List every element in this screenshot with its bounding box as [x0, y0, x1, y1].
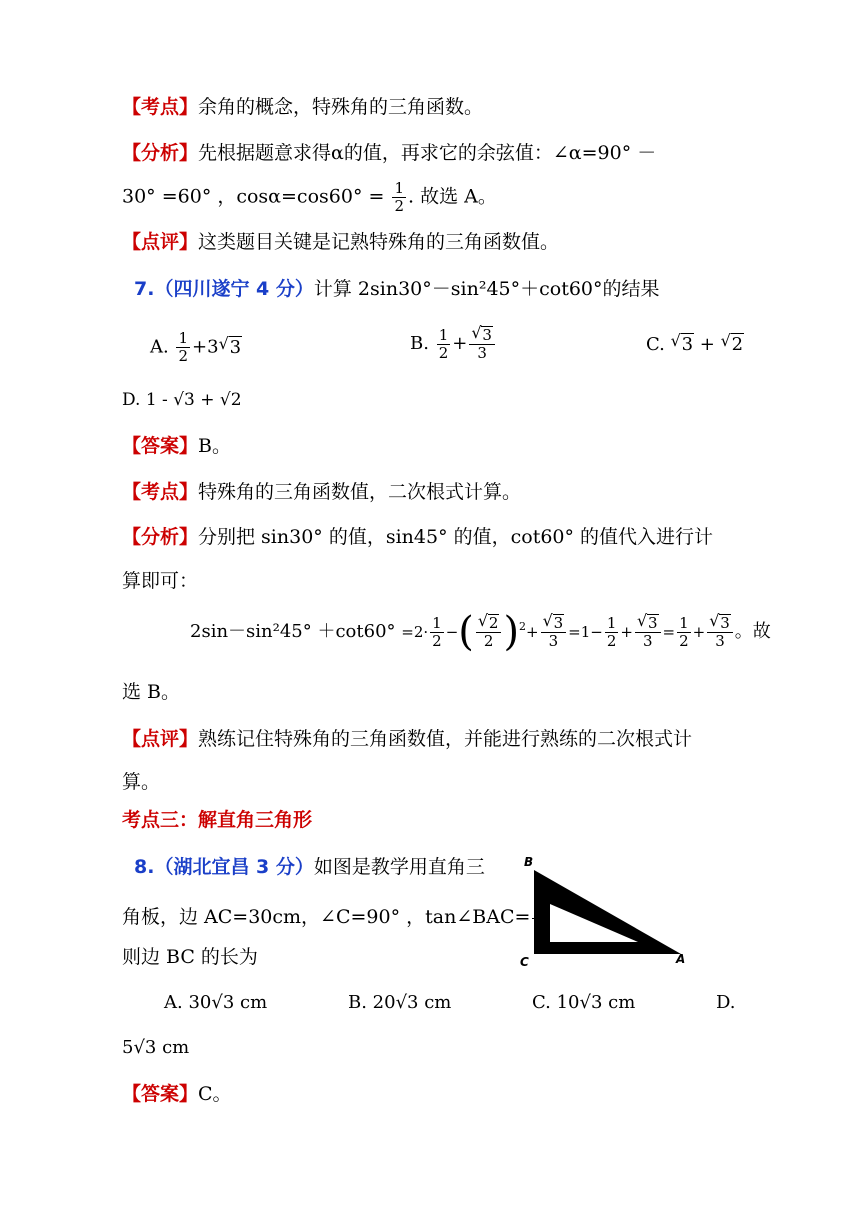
q8-text2: 角板，边 AC=30cm，∠C=90° ，tan∠BAC=: [122, 906, 531, 928]
text-answer: B。: [198, 435, 231, 457]
q8-option-d-label: D.: [716, 992, 736, 1013]
label-c: C: [520, 955, 529, 967]
section-heading: [122, 808, 312, 832]
tag-dianping-7: 【点评】: [122, 728, 199, 750]
line-dianping-1: [122, 230, 559, 254]
equation-tail: 。故: [734, 621, 771, 642]
q7b-frac1: $\frac{1}{2}$: [438, 325, 449, 362]
text-dianping-7b: 算。: [122, 771, 161, 793]
frac-num: 1: [394, 179, 404, 197]
tag-answer-8: 【答案】: [122, 1083, 199, 1105]
line-kaodian-7: [122, 480, 521, 504]
q7-option-a-label: A.: [150, 336, 169, 358]
text-fenxi-end: . 故选 A。: [408, 185, 497, 208]
q7-option-c-label: C.: [646, 334, 665, 355]
line-fenxi-2: [122, 180, 497, 215]
equation-tail2: 选 B。: [122, 681, 181, 703]
line-answer-8: [122, 1082, 232, 1106]
question-7: [134, 277, 660, 301]
label-b: B: [524, 855, 534, 869]
q7-option-a: A. $\frac{1}{2}$ +3√ 3: [150, 330, 242, 365]
text-dianping-7: 熟练记住特殊角的三角函数值，并能进行熟练的二次根式计: [198, 728, 693, 750]
q7-option-c: C. √ 3 + √ 2: [646, 333, 744, 355]
line-fenxi-1: [122, 141, 656, 165]
equation-7: 2sin－sin²45° ＋cot60° =2· $\frac{1}{2}$ −( √ $\frac{2}{2}$ )$^2$+ √ $\frac{3}{3}$ =1− $\frac{1}{2}$ + √ $\frac{3}{3}$ = $\frac{1}{2}$ + √ $\frac{3}{3}$ 。故: [190, 612, 771, 652]
text-dianping: 这类题目关键是记熟特殊角的三角函数值。: [198, 231, 560, 253]
tag-dianping: 【点评】: [122, 231, 199, 253]
q8-text3: 则边 BC 的长为: [122, 946, 258, 968]
q8-option-d: [716, 992, 736, 1013]
q8-option-c: [532, 992, 635, 1013]
q8-option-b: [348, 992, 451, 1013]
tag-fenxi-7: 【分析】: [122, 526, 199, 548]
line-kaodian-1: [122, 95, 483, 119]
question-8: [134, 855, 485, 879]
q8-option-d-value: [122, 1037, 189, 1058]
line-answer-7: [122, 434, 231, 458]
q8-head: 8.（湖北宜昌 3 分）: [134, 856, 314, 878]
text-kaodian-7: 特殊角的三角函数值，二次根式计算。: [198, 481, 522, 503]
question-8-line2: [122, 900, 566, 936]
equation-lhs: 2sin－sin²45° ＋cot60°: [190, 621, 396, 642]
q7-option-d-text: D. 1 - √3 + √2: [122, 390, 242, 410]
q8-option-a: [164, 992, 267, 1013]
label-a: A: [676, 952, 686, 966]
q8-option-d-text: 5√3 cm: [122, 1037, 190, 1058]
q7-head: 7.（四川遂宁 4 分）: [134, 278, 314, 300]
line-equation-tail2: [122, 680, 180, 704]
q8-option-a-text: A. 30√3 cm: [164, 992, 268, 1013]
text-fenxi-7: 分别把 sin30° 的值，sin45° 的值，cot60° 的值代入进行计: [198, 526, 714, 548]
tag-kaodian: 【考点】: [122, 96, 199, 118]
text-fenxi-cont: 30° =60° ，cosα=cos60° =: [122, 185, 385, 208]
line-dianping-7: [122, 727, 692, 751]
text-fenxi-7b: 算即可：: [122, 570, 199, 592]
text-answer-8: C。: [198, 1083, 232, 1105]
line-fenxi-7: [122, 525, 713, 549]
tag-fenxi: 【分析】: [122, 142, 199, 164]
q7-option-b-label: B.: [410, 333, 429, 354]
question-8-line3: [122, 945, 258, 969]
line-dianping-7b: [122, 770, 160, 794]
q8-text: 如图是教学用直角三: [313, 856, 485, 878]
tag-kaodian-7: 【考点】: [122, 481, 199, 503]
line-fenxi-7b: [122, 569, 198, 593]
q8-option-b-text: B. 20√3 cm: [348, 992, 452, 1013]
q8-option-c-text: C. 10√3 cm: [532, 992, 636, 1013]
q7a-frac: $\frac{1}{2}$: [178, 329, 189, 365]
text-kaodian: 余角的概念，特殊角的三角函数。: [198, 96, 484, 118]
frac-den: 2: [394, 197, 404, 215]
triangle-figure: [516, 852, 691, 967]
text-fenxi: 先根据题意求得α的值，再求它的余弦值：∠α=90° －: [198, 142, 657, 164]
q7b-frac2: √ $\frac{3}{3}$: [469, 326, 495, 362]
q7-option-d: [122, 390, 242, 410]
tag-answer: 【答案】: [122, 435, 199, 457]
q7-text: 计算 2sin30°－sin²45°＋cot60°的结果: [313, 278, 660, 300]
section-title: 考点三：解直角三角形: [122, 809, 313, 831]
q7-option-b: B. $\frac{1}{2}$ + √ $\frac{3}{3}$: [410, 326, 497, 362]
fraction-one-half: [392, 180, 406, 215]
